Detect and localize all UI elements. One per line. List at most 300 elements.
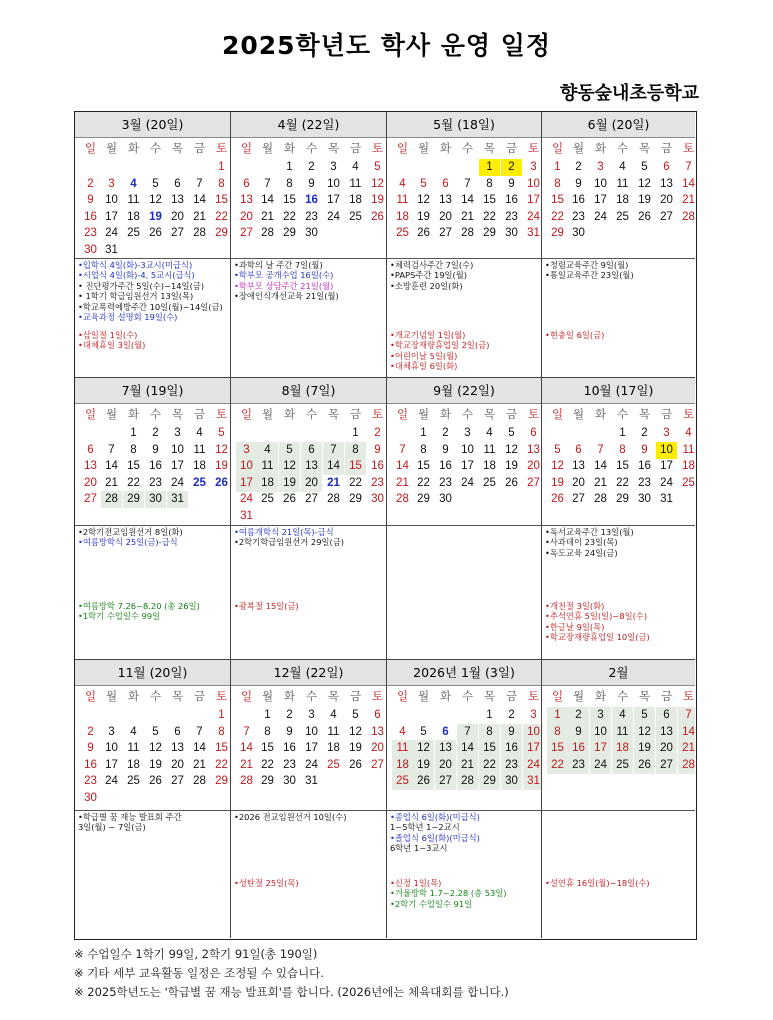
calendar-day: 8 [479,724,500,741]
event-item: •입학식 4일(화)-3교시(미급식) [78,260,193,270]
calendar-day: 13 [572,460,585,473]
calendar-day: 2 [152,427,159,439]
calendar-day: 8 [130,443,137,456]
calendar-day: 27 [656,757,677,774]
weekday-label: 토 [682,407,695,421]
calendar-day: 12 [349,725,362,738]
calendar-day: 11 [327,725,340,738]
calendar-day: 25 [193,476,206,489]
weekday-label: 금 [505,689,518,703]
weekday-label: 화 [439,689,452,703]
calendar-day: 2 [87,177,94,190]
weekday-label: 일 [240,407,253,421]
calendar-day: 14 [240,742,253,755]
note-item: ※ 수업일수 1학기 99일, 2학기 91일(총 190일) [74,947,318,961]
holiday-item: •추석연휴 5일(일)~8일(수) [545,611,648,622]
calendar-day: 16 [305,194,318,207]
calendar-day: 10 [105,742,118,755]
calendar-day: 10 [105,194,118,207]
calendar-day: 21 [461,210,474,223]
divider [231,258,386,259]
calendar-day: 5 [152,725,159,738]
weekday-label: 목 [638,689,651,703]
holiday-item: •성탄절 25일(목) [234,878,299,888]
event-item: •학부모 상담주간 21일(월) [234,280,334,291]
calendar-day: 8 [547,724,568,741]
weekday-label: 화 [594,689,607,703]
month-header: 6월 (20일) [542,112,695,138]
calendar-day: 6 [374,709,381,721]
calendar-day: 10 [236,458,257,475]
calendar-day: 14 [457,740,478,757]
weekday-label: 월 [417,141,430,155]
calendar-day: 12 [638,177,651,190]
calendar-day: 1 [486,709,493,721]
calendar-day: 5 [279,442,300,459]
calendar-day: 29 [483,227,496,240]
calendar-day: 21 [678,740,695,757]
notes [74,945,509,1002]
weekday-label: 토 [682,689,695,703]
calendar-day: 15 [127,460,140,473]
event-list-upper [545,527,693,558]
calendar-day: 31 [105,244,118,256]
calendar-day: 29 [283,227,296,240]
month-panel [231,660,387,938]
calendar-day: 23 [305,210,318,223]
calendar-day: 7 [323,442,344,459]
weekday-label: 수 [461,141,474,155]
calendar-day: 22 [483,210,496,223]
calendar-day: 28 [193,227,206,240]
calendar-day: 8 [345,442,366,459]
divider [75,258,230,259]
calendar-day: 23 [638,476,651,489]
calendar-day: 25 [127,227,140,240]
calendar-day: 21 [193,210,206,223]
calendar-day: 9 [152,443,159,456]
calendar-day: 25 [392,773,413,790]
calendar-day: 27 [240,227,253,240]
weekday-label: 금 [349,689,362,703]
calendar-day: 3 [663,427,670,439]
calendar-day: 4 [486,427,493,439]
calendar-day: 21 [261,210,274,223]
weekday-label: 금 [349,407,362,421]
event-item: •학급별 꿈 재능 발표회 주간 [78,812,182,822]
event-item: • 1학기 학급임원선거 13일(목) [78,291,194,302]
calendar-day: 1 [554,161,561,173]
event-item: •통일교육주간 23일(월) [545,270,634,281]
weekday-label: 화 [127,141,140,155]
calendar-day: 25 [127,775,140,788]
calendar-day: 19 [215,460,228,473]
calendar-day: 28 [461,227,474,240]
calendar-day: 27 [84,493,97,506]
event-list-lower [234,878,384,888]
weekday-label: 화 [127,407,140,421]
calendar-day: 30 [84,792,97,804]
calendar-day: 17 [523,740,542,757]
calendar-day: 20 [572,476,585,489]
calendar-day: 19 [417,210,430,223]
weekday-label: 일 [240,141,253,155]
calendar-day: 7 [685,161,692,173]
event-item: •PAPS주간 19일(월) [390,270,468,281]
calendar-day: 1 [619,427,626,439]
calendar-day: 18 [193,460,206,473]
holiday-item: •겨울방학 1.7~2.28 (총 53일) [390,888,507,899]
calendar-day: 27 [171,775,184,788]
calendar-day: 26 [149,227,162,240]
calendar-day: 4 [130,725,137,738]
month-panel [231,112,387,378]
weekday-label: 수 [305,141,318,155]
weekday-label: 금 [660,141,673,155]
calendar-day: 4 [685,427,692,439]
calendar-day: 15 [551,194,564,207]
event-list-lower [390,330,539,372]
weekday-label: 일 [84,141,97,155]
holiday-item: •대체휴일 3일(월) [78,340,146,351]
calendar-day: 28 [261,227,274,240]
calendar-day: 10 [656,442,677,459]
calendar-day: 18 [392,757,413,774]
weekday-label: 금 [505,407,518,421]
calendar-day: 7 [243,725,250,738]
weekday-label: 월 [105,689,118,703]
weekday-label: 토 [682,141,695,155]
calendar-day: 28 [101,491,122,508]
month-panel [387,112,542,378]
weekday-label: 금 [349,141,362,155]
calendar-day: 17 [305,742,318,755]
event-list-upper [234,260,384,302]
weekday-label: 화 [283,689,296,703]
weekday-label: 금 [193,689,206,703]
calendar-day: 2 [568,707,589,724]
calendar-day: 20 [660,194,673,207]
calendar-day: 27 [305,493,318,506]
calendar-day: 21 [682,194,695,207]
calendar-day: 18 [682,460,695,473]
calendar-day: 3 [236,442,257,459]
calendar-day: 7 [196,725,203,738]
calendar-day: 7 [399,443,406,456]
calendar-day: 11 [616,177,629,190]
calendar-day: 2 [374,427,381,439]
calendar-day: 11 [682,443,695,456]
calendar-day: 17 [105,210,118,223]
weekday-label: 수 [616,141,629,155]
calendar-day: 3 [590,707,611,724]
calendar-day: 14 [396,460,409,473]
calendar-day: 7 [108,443,115,456]
event-item: •졸업식 6일(화)(미급식) [390,832,480,843]
calendar-day: 1 [218,161,225,173]
event-list-upper [78,260,228,322]
calendar-day: 28 [457,773,478,790]
calendar-day: 7 [464,177,471,190]
calendar-day: 5 [218,427,225,439]
calendar-day: 11 [349,177,362,190]
weekday-label: 목 [638,141,651,155]
calendar-day: 17 [527,194,540,207]
calendar-day: 6 [174,177,181,190]
weekday-label: 목 [483,141,496,155]
calendar-day: 23 [149,476,162,489]
calendar-day: 30 [501,773,522,790]
calendar-day: 16 [371,460,384,473]
calendar-day: 22 [261,758,274,771]
note-item: ※ 기타 세부 교육활동 일정은 조정될 수 있습니다. [74,966,324,980]
calendar-day: 18 [612,740,633,757]
weekday-label: 수 [616,689,629,703]
calendar-day: 17 [171,460,184,473]
event-item: •학교폭력예방주간 10일(월)~14일(금) [78,301,223,312]
calendar-day: 14 [193,742,206,755]
calendar-day: 10 [590,724,611,741]
weekday-label: 화 [594,407,607,421]
calendar-day: 31 [167,491,188,508]
event-item: •체력검사주간 7일(수) [390,260,474,270]
weekday-label: 화 [127,689,140,703]
calendar-day: 27 [527,476,540,489]
calendar-day: 4 [130,177,137,190]
calendar-day: 27 [660,210,673,223]
weekday-label: 일 [396,689,409,703]
month-header: 9월 (22일) [387,378,541,404]
calendar-day: 8 [218,725,225,738]
month-panel [542,660,695,938]
calendar-day: 13 [656,724,677,741]
calendar-day: 6 [243,177,250,190]
calendar-day: 9 [442,443,449,456]
calendar-day: 25 [616,210,629,223]
calendar-day: 15 [261,742,274,755]
month-header: 11월 (20일) [75,660,230,686]
calendar-day: 20 [371,742,384,755]
weekday-label: 토 [527,407,540,421]
school-name: 향동숲내초등학교 [559,83,699,104]
calendar-day: 30 [638,493,651,506]
calendar-day: 16 [149,460,162,473]
weekday-label: 목 [327,141,340,155]
calendar-day: 25 [261,493,274,506]
weekday-label: 화 [439,141,452,155]
calendar-day: 25 [396,227,409,240]
calendar-day: 30 [84,244,97,256]
weekday-label: 월 [417,407,430,421]
calendar-day: 14 [594,460,607,473]
calendar-day: 30 [283,775,296,788]
calendar-day: 27 [171,227,184,240]
calendar-day: 2 [501,159,522,176]
calendar-day: 28 [678,757,695,774]
holiday-item: •학교장재량휴업일 10일(금) [545,632,650,643]
event-item: •종업식 6일(화)(미급식) [390,812,480,822]
weekday-label: 금 [660,407,673,421]
calendar-day: 26 [634,757,655,774]
calendar-day: 20 [656,740,677,757]
calendar-day: 2 [308,161,315,173]
calendar-day: 10 [523,724,542,741]
calendar-day: 20 [435,757,456,774]
calendar-day: 24 [327,210,340,223]
calendar-day: 11 [483,443,496,456]
event-list-upper [234,812,384,822]
calendar-day: 23 [439,476,452,489]
calendar-day: 10 [327,177,340,190]
month-header: 10월 (17일) [542,378,695,404]
calendar-day: 20 [439,210,452,223]
calendar-day: 30 [145,491,166,508]
calendar-day: 15 [417,460,430,473]
calendar-day: 7 [678,707,695,724]
month-panel [75,112,231,378]
calendar-day: 17 [594,194,607,207]
calendar-day: 19 [505,460,518,473]
event-item: •2026 전교임원선거 10일(수) [234,812,347,822]
calendar-day: 24 [105,227,118,240]
weekday-label: 토 [371,689,384,703]
weekday-label: 수 [461,407,474,421]
calendar-day: 13 [240,194,253,207]
calendar-day: 22 [215,210,228,223]
calendar-day: 3 [108,177,115,190]
divider [542,810,695,811]
calendar-day: 24 [660,476,673,489]
event-list-upper [78,812,228,833]
month-panel [75,378,231,660]
calendar-day: 3 [108,725,115,738]
calendar-day: 28 [682,210,695,223]
weekday-label: 월 [261,141,274,155]
calendar-day: 13 [660,177,673,190]
calendar-day: 3 [597,161,604,173]
weekday-label: 일 [240,689,253,703]
calendar-day: 7 [264,177,271,190]
calendar-day: 2 [442,427,449,439]
calendar-day: 19 [638,194,651,207]
holiday-item: •신정 1일(목) [390,878,442,888]
event-item: •여름방학식 25일(금)-급식 [78,537,178,548]
calendar-day: 22 [616,476,629,489]
calendar-day: 8 [286,177,293,190]
month-panel [231,378,387,660]
weekday-label: 월 [105,407,118,421]
page-title: 2025학년도 학사 운영 일정 [221,31,552,60]
calendar-day: 11 [392,740,413,757]
calendar-day: 3 [330,161,337,173]
calendar-day: 20 [84,476,97,489]
calendar-day: 26 [505,476,518,489]
calendar-day: 24 [461,476,474,489]
calendar-day: 20 [301,475,322,492]
calendar-day: 26 [149,775,162,788]
weekday-label: 목 [171,407,184,421]
divider [231,810,386,811]
weekday-label: 일 [84,407,97,421]
calendar-day: 8 [619,443,626,456]
calendar-day: 28 [240,775,253,788]
calendar-day: 14 [323,458,344,475]
month-panel [387,378,542,660]
calendar-day: 17 [105,758,118,771]
calendar-day: 8 [554,177,561,190]
calendar-day: 27 [435,773,456,790]
holiday-item: •2학기 수업일수 91일 [390,898,473,909]
calendar-day: 22 [479,757,500,774]
calendar-day: 17 [327,194,340,207]
calendar-day: 27 [371,758,384,771]
calendar-day: 12 [279,458,300,475]
event-list-lower [390,878,539,909]
calendar-day: 6 [87,443,94,456]
calendar-day: 21 [193,758,206,771]
calendar-day: 29 [616,493,629,506]
calendar-day: 1 [352,427,359,439]
weekday-label: 화 [594,141,607,155]
weekday-label: 월 [572,689,585,703]
calendar-day: 4 [352,161,359,173]
weekday-label: 일 [551,141,564,155]
calendar-day: 6 [530,427,537,439]
calendar-day: 5 [152,177,159,190]
calendar-day: 16 [505,194,518,207]
calendar-day: 2 [575,161,582,173]
calendar-day: 13 [301,458,322,475]
calendar-day: 12 [413,740,434,757]
calendar-day: 15 [283,194,296,207]
calendar-day: 5 [352,709,359,721]
calendar-day: 16 [572,194,585,207]
weekday-label: 금 [193,407,206,421]
calendar-day: 25 [327,758,340,771]
calendar-day: 17 [236,475,257,492]
event-list-lower [78,601,228,622]
holiday-item: •삼일절 1일(수) [78,330,138,340]
calendar-day: 14 [105,460,118,473]
calendar-day: 23 [371,476,384,489]
weekday-label: 수 [461,689,474,703]
calendar-day: 19 [371,194,384,207]
calendar-day: 26 [371,210,384,223]
calendar-day: 12 [149,194,162,207]
calendar-day: 8 [264,725,271,738]
calendar-day: 21 [594,476,607,489]
month-panel [542,112,695,378]
calendar-day: 12 [505,443,518,456]
calendar-day: 19 [149,210,162,223]
calendar-day: 3 [530,161,537,173]
weekday-label: 월 [417,689,430,703]
weekday-label: 토 [215,689,228,703]
event-list-lower [545,330,693,340]
calendar-day: 13 [435,740,456,757]
weekday-label: 금 [505,141,518,155]
event-item: •독도교육 24일(금) [545,547,618,558]
calendar-day: 12 [215,443,228,456]
calendar-day: 26 [638,210,651,223]
calendar-day: 4 [196,427,203,439]
month-header: 2월 [542,660,695,686]
calendar-day: 11 [193,443,206,456]
weekday-label: 일 [396,141,409,155]
calendar-day: 25 [682,476,695,489]
month-header: 2026년 1월 (3일) [387,660,541,686]
calendar-day: 18 [127,758,140,771]
